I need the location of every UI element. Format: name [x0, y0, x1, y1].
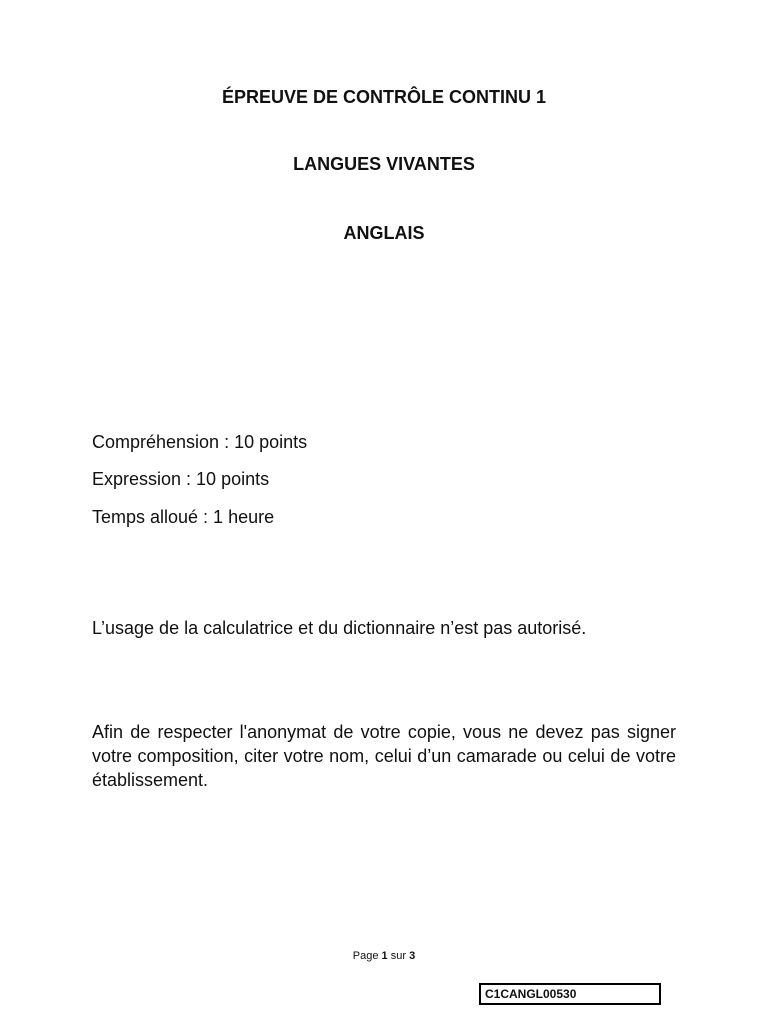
- exam-title: ÉPREUVE DE CONTRÔLE CONTINU 1: [221, 87, 547, 107]
- time-allotted: Temps alloué : 1 heure: [92, 507, 275, 527]
- page-prefix: Page: [352, 950, 379, 962]
- exam-language: ANGLAIS: [343, 223, 425, 243]
- scoring-expression: Expression : 10 points: [92, 469, 270, 489]
- scoring-comprehension: Compréhension : 10 points: [92, 432, 308, 452]
- page-current: 1: [381, 950, 388, 962]
- exam-subject: LANGUES VIVANTES: [293, 154, 475, 174]
- anonymity-notice: Afin de respecter l'anonymat de votre copie, vous ne devez pas signer votre composition, citer votre nom, celui d’un camarade ou celui de votre établissement.: [92, 722, 676, 790]
- page-separator: sur: [390, 950, 407, 962]
- page-total: 3: [409, 950, 416, 962]
- calculator-dictionary-notice: L’usage de la calculatrice et du dictionnaire n’est pas autorisé.: [92, 618, 587, 638]
- exam-code-box: C1CANGL00530: [479, 983, 661, 1005]
- page-number: [0, 949, 768, 963]
